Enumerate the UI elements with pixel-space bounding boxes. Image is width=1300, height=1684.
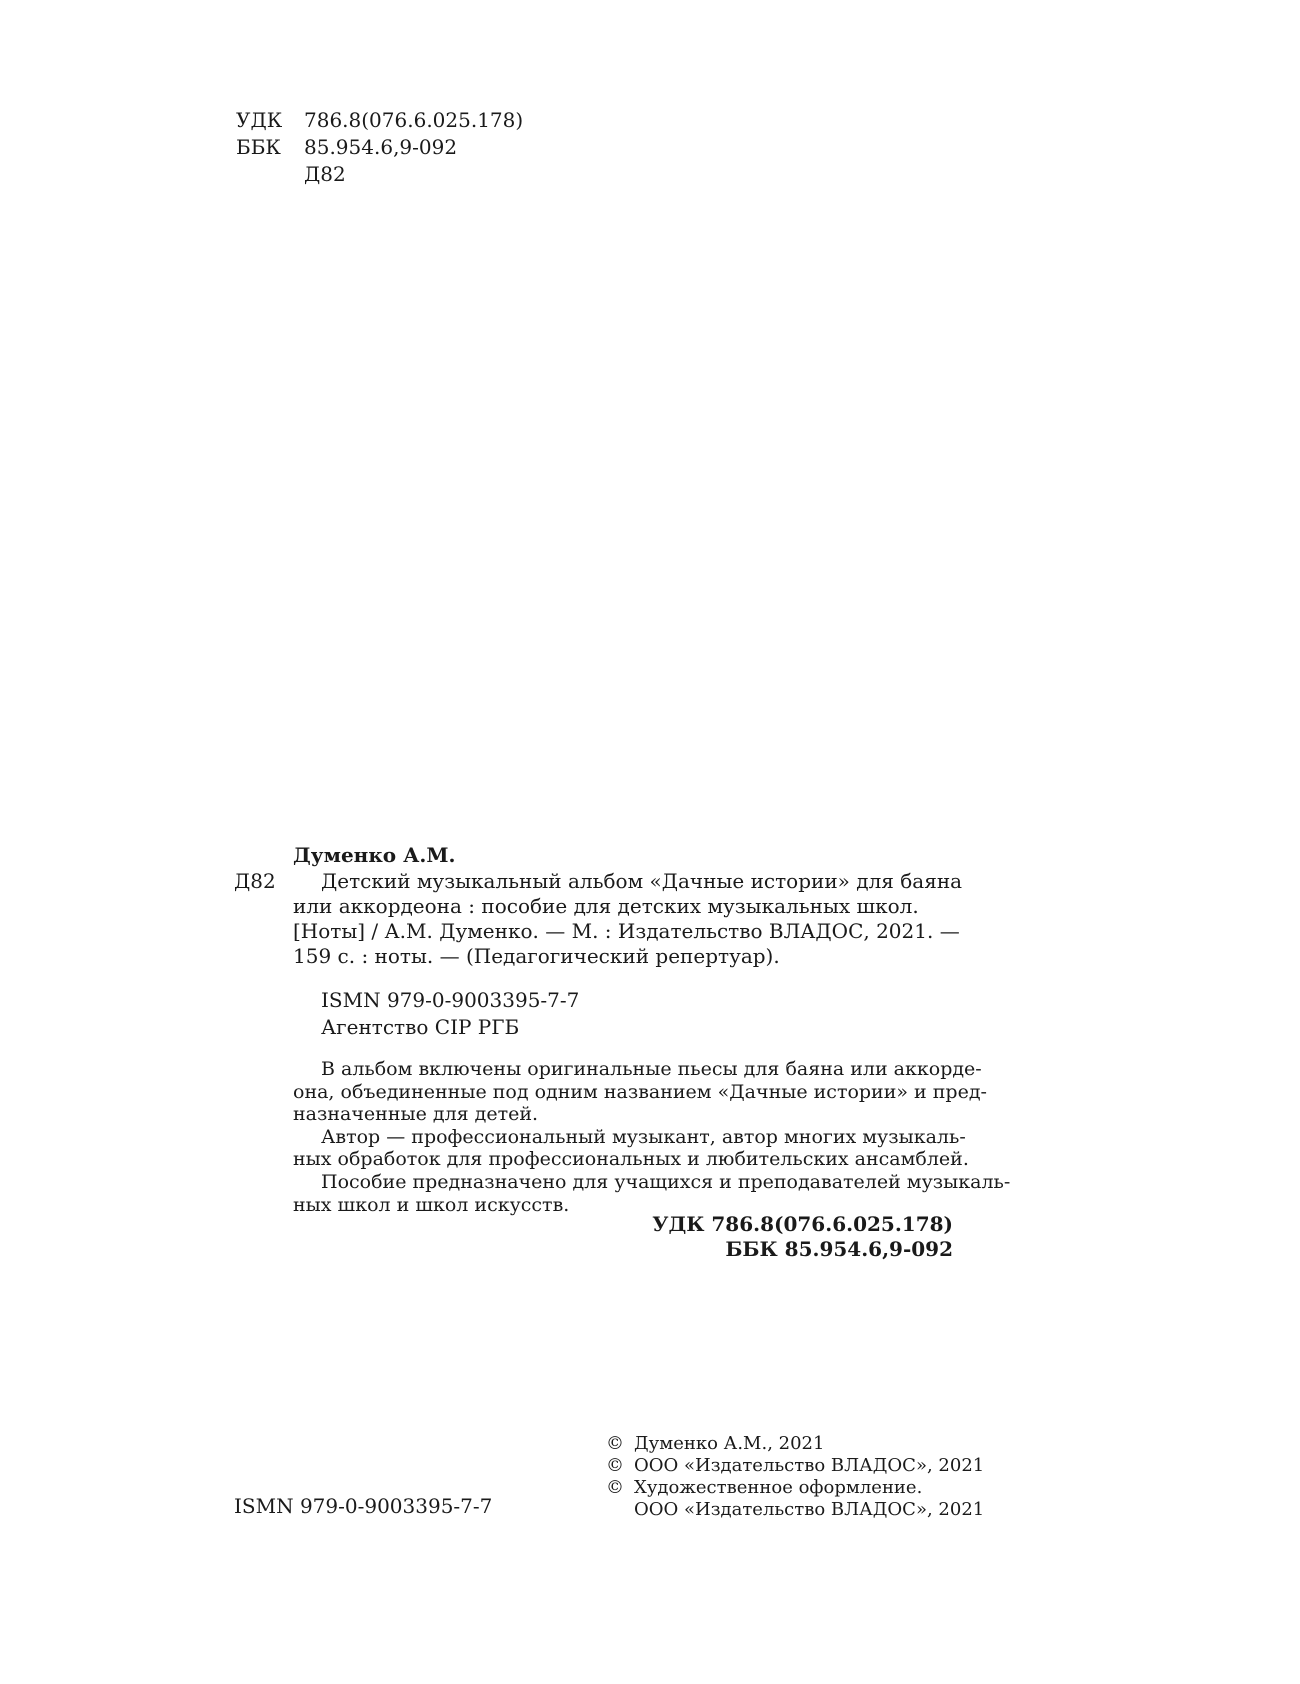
copyright-row — [606, 1499, 984, 1521]
card-bottom-classification — [652, 1212, 953, 1262]
card-isbn: ISMN 979-0-9003395-7-7 — [321, 988, 580, 1012]
card-agency: Агентство CIP РГБ — [321, 1015, 520, 1039]
footer-isbn: ISMN 979-0-9003395-7-7 — [234, 1494, 493, 1518]
udk-row — [236, 107, 523, 134]
description-line: Детский музыкальный альбом «Дачные истории» для баяна — [321, 869, 963, 893]
description-line: 159 с. : ноты. — (Педагогический репертуар). — [293, 944, 780, 968]
card-description — [293, 869, 963, 969]
udk-value: 786.8(076.6.025.178) — [304, 108, 524, 132]
description-line: [Ноты] / А.М. Думенко. — М. : Издательство ВЛАДОС, 2021. — — [293, 919, 960, 943]
copyright-text: Думенко А.М., 2021 — [634, 1433, 825, 1454]
annotation-line: назначенные для детей. — [293, 1103, 539, 1126]
annotation-line: Автор — профессиональный музыкант, автор многих музыкаль- — [321, 1125, 966, 1148]
annotation-line: ных обработок для профессиональных и любительских ансамблей. — [293, 1148, 969, 1171]
author-code-row — [236, 161, 523, 188]
card-bbk: ББК 85.954.6,9-092 — [725, 1237, 953, 1261]
copyright-block — [606, 1433, 984, 1521]
top-classification — [236, 107, 523, 188]
annotation-line: ных школ и школ искусств. — [293, 1193, 570, 1216]
bbk-value: 85.954.6,9-092 — [304, 135, 458, 159]
annotation-line: Пособие предназначено для учащихся и преподавателей музыкаль- — [321, 1170, 1011, 1193]
annotation-line: она, объединенные под одним названием «Дачные истории» и пред- — [293, 1080, 987, 1103]
copyright-row — [606, 1433, 984, 1455]
copyright-icon: © — [606, 1433, 624, 1454]
card-annotation — [293, 1058, 1011, 1216]
udk-label: УДК — [236, 108, 283, 132]
card-udk: УДК 786.8(076.6.025.178) — [652, 1212, 953, 1236]
copyright-row — [606, 1477, 984, 1499]
author-code: Д82 — [304, 162, 346, 186]
copyright-continuation: ООО «Издательство ВЛАДОС», 2021 — [634, 1499, 985, 1520]
annotation-line: В альбом включены оригинальные пьесы для баяна или аккорде- — [321, 1058, 982, 1080]
card-author: Думенко А.М. — [293, 843, 456, 867]
bbk-label: ББК — [236, 135, 281, 159]
copyright-text: Художественное оформление. — [634, 1477, 923, 1498]
card-isbn-block — [321, 987, 579, 1041]
card-author-code: Д82 — [234, 869, 276, 893]
copyright-icon: © — [606, 1455, 624, 1476]
copyright-text: ООО «Издательство ВЛАДОС», 2021 — [634, 1455, 985, 1476]
copyright-row — [606, 1455, 984, 1477]
bbk-row — [236, 134, 523, 161]
copyright-icon: © — [606, 1477, 624, 1498]
description-line: или аккордеона : пособие для детских музыкальных школ. — [293, 894, 919, 918]
